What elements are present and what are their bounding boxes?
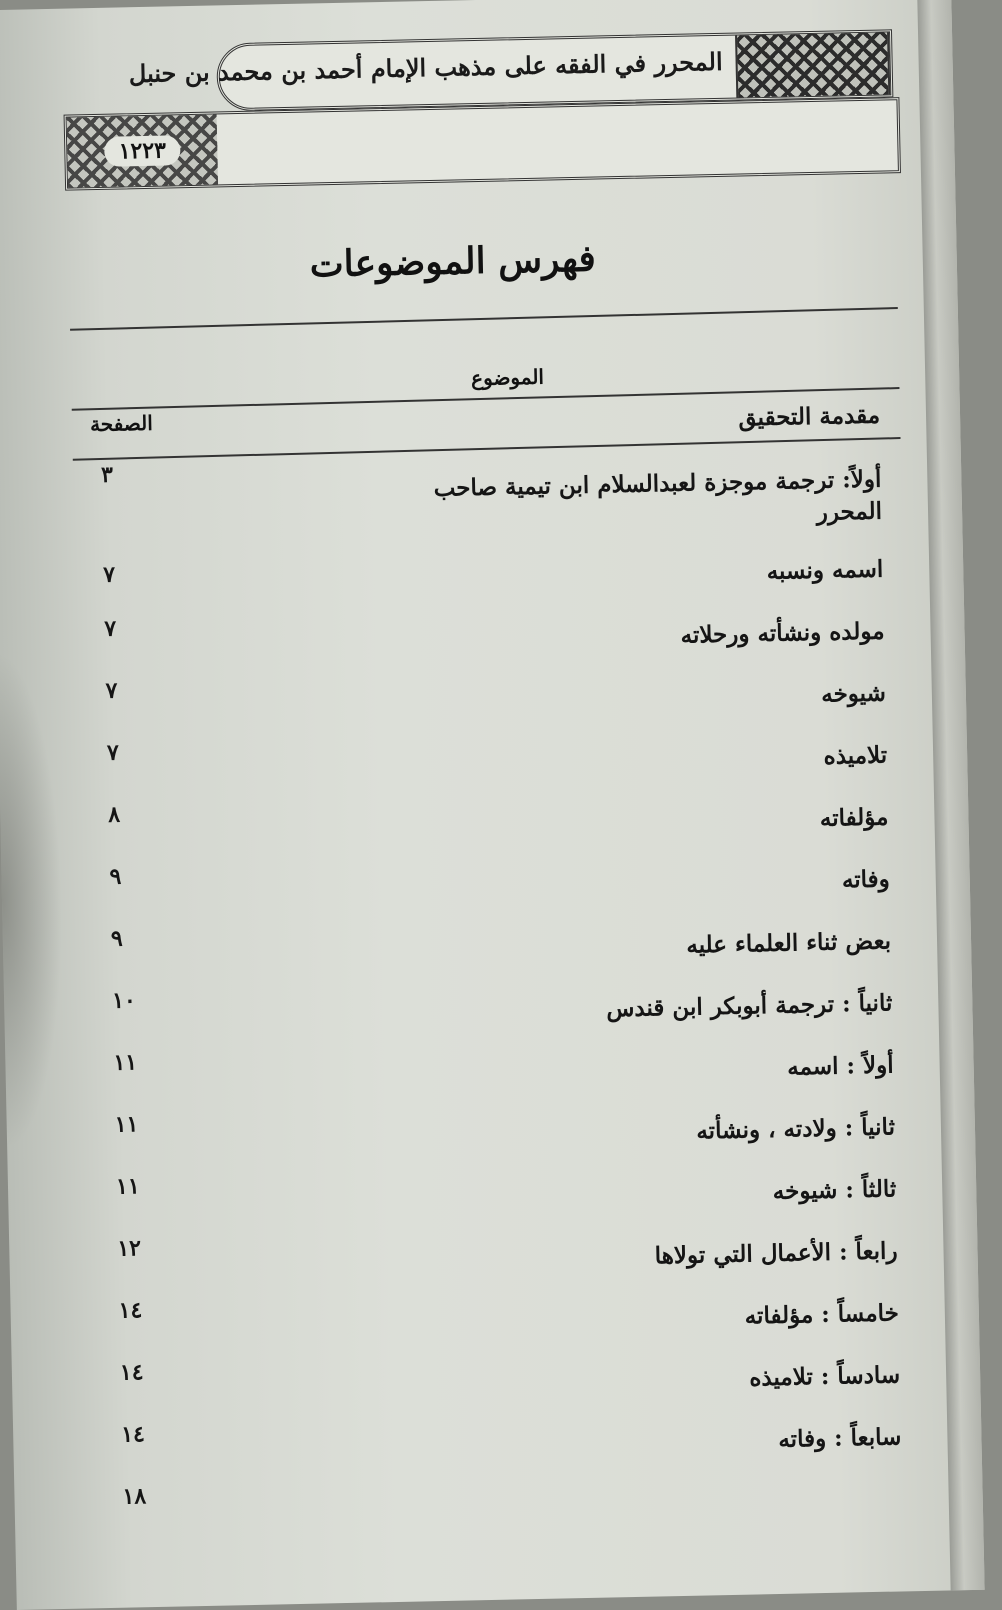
toc-page: ٩ [109,863,122,890]
column-header-page: الصفحة [89,410,154,437]
toc-page: ٧ [104,615,117,642]
toc-list [72,401,903,1510]
page-edge [917,0,985,1590]
toc-page: ١٨ [122,1483,147,1510]
toc-topic: مؤلفاته [819,803,889,832]
toc-page: ١٤ [120,1421,146,1448]
toc-topic: بعض ثناء العلماء عليه [686,927,892,959]
ornament-icon [735,32,890,97]
list-item [73,461,883,588]
toc-topic: سادساً : تلاميذه [749,1361,901,1392]
toc-page: ١٢ [117,1235,142,1262]
page-number: ١٢٢٣ [104,135,180,167]
header-band-bottom [64,97,901,190]
page-title: فهرس الموضوعات [309,237,597,286]
divider [70,307,898,331]
toc-page: ١١ [115,1173,140,1200]
page-shadow [0,649,67,1150]
toc-topic: شيوخه [820,679,887,708]
toc-topic: وفاته [841,865,891,894]
toc-page: ١١ [114,1111,139,1138]
toc-topic: ثانياً : ولادته ، ونشأته [696,1113,896,1145]
toc-page: ٩ [110,925,123,952]
toc-page: ٧ [106,739,120,766]
toc-topic: خامساً : مؤلفاته [744,1299,900,1330]
toc-topic: ثالثاً : شيوخه [772,1175,897,1206]
toc-topic: رابعاً : الأعمال التي تولاها [654,1237,898,1270]
toc-page: ١٤ [118,1297,143,1324]
toc-page: ٣ [100,461,114,488]
book-title-text: المحرر في الفقه على مذهب الإمام أحمد بن محمد بن حنبل [128,46,723,89]
toc-topic: اسمه ونسبه [766,555,884,586]
toc-topic: مقدمة التحقيق [738,401,881,432]
column-header-topic: الموضوع [470,364,545,391]
toc-topic: أولاً: ترجمة موجزة لعبدالسلام ابن تيمية صاحب المحرر [433,465,883,526]
running-header [62,29,895,196]
toc-page: ١٠ [111,987,137,1014]
toc-page: ٧ [102,561,116,588]
toc-topic: سابعاً : وفاته [778,1423,902,1453]
toc-page: ٧ [105,677,118,704]
toc-topic: ثانياً : ترجمة أبوبكر ابن قندس [606,989,893,1023]
toc-page: ١٤ [119,1359,144,1386]
toc-topic: مولده ونشأته ورحلاته [680,617,885,649]
page-number-frame [67,114,218,187]
toc-topic: تلاميذه [823,741,888,770]
toc-page: ٨ [107,801,121,828]
toc-topic: أولاً : اسمه [786,1051,894,1081]
toc-page: ١١ [113,1049,138,1076]
